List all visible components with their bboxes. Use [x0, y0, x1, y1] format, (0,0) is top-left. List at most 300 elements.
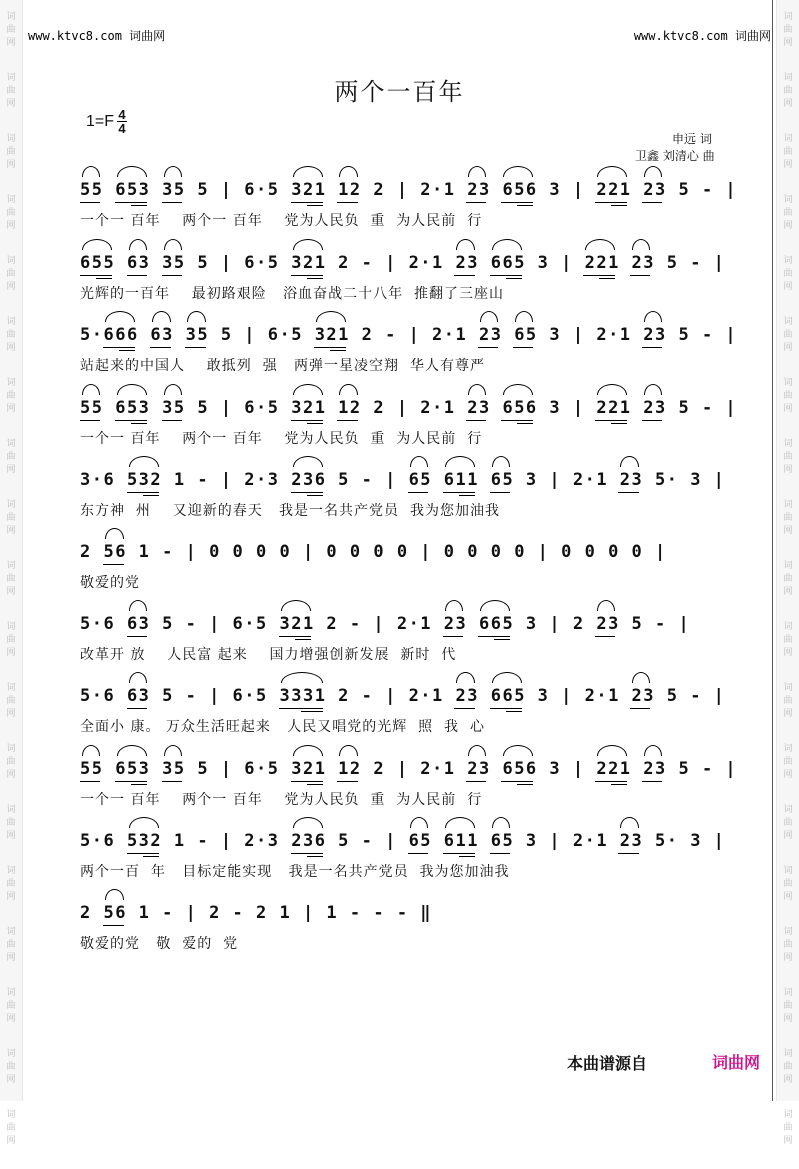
slur-arc	[644, 166, 662, 177]
watermark-group	[783, 742, 792, 781]
watermark-char: 词	[6, 682, 16, 692]
watermark-group	[783, 620, 792, 659]
slur-arc	[480, 600, 510, 611]
watermark-char: 曲	[6, 451, 16, 461]
slur-arc	[129, 600, 147, 611]
beam-underline	[80, 275, 112, 276]
slur-arc	[644, 311, 662, 322]
beam-underline-double	[611, 784, 627, 785]
watermark-char: 网	[783, 1013, 793, 1023]
lyrics-line: 东方神 州 又迎新的春天 我是一名共产党员 我为您加油我	[80, 503, 500, 519]
watermark-char: 词	[6, 194, 16, 204]
watermark-char: 词	[783, 987, 793, 997]
watermark-char: 词	[783, 926, 793, 936]
beam-underline	[408, 853, 428, 854]
watermark-group	[783, 803, 792, 842]
slur-arc	[456, 239, 474, 250]
beam-underline	[513, 347, 533, 348]
slur-arc	[82, 745, 100, 756]
slur-arc	[445, 817, 475, 828]
slur-arc	[293, 745, 323, 756]
beam-underline	[466, 781, 486, 782]
slur-arc	[164, 384, 182, 395]
watermark-group	[783, 193, 792, 232]
watermark-char: 网	[6, 159, 16, 169]
watermark-char: 词	[783, 682, 793, 692]
notation-text: 5·666 63 35 5 | 6·5 321 2 - | 2·1 23 65 3 | 2·1 23 5 - |	[80, 325, 738, 345]
slur-arc	[105, 528, 123, 539]
watermark-group	[783, 498, 792, 537]
beam-underline	[466, 202, 486, 203]
slur-arc	[644, 384, 662, 395]
notation-text: 5·6 532 1 - | 2·3 236 5 - | 65 611 65 3 | 2·1 23 5· 3 |	[80, 831, 726, 851]
watermark-group	[783, 925, 792, 964]
beam-underline-double	[307, 856, 323, 857]
watermark-char: 曲	[783, 451, 793, 461]
beam-underline	[337, 781, 357, 782]
watermark-group	[6, 132, 15, 171]
watermark-char: 词	[783, 377, 793, 387]
left-watermark-column	[0, 10, 22, 1169]
beam-underline	[454, 275, 474, 276]
watermark-char: 词	[783, 804, 793, 814]
watermark-char: 曲	[783, 268, 793, 278]
beam-underline	[478, 347, 498, 348]
watermark-group	[783, 376, 792, 415]
watermark-group	[783, 1108, 792, 1147]
watermark-char: 网	[783, 98, 793, 108]
watermark-char: 曲	[783, 24, 793, 34]
beam-underline	[490, 492, 510, 493]
watermark-char: 词	[6, 438, 16, 448]
slur-arc	[105, 889, 123, 900]
watermark-char: 词	[6, 255, 16, 265]
beam-underline	[291, 492, 323, 493]
slur-arc	[129, 239, 147, 250]
beam-underline-double	[611, 205, 627, 206]
slur-arc	[468, 166, 486, 177]
key-signature	[86, 108, 127, 135]
watermark-char: 曲	[783, 512, 793, 522]
beam-underline	[127, 708, 147, 709]
watermark-char: 词	[783, 11, 793, 21]
beam-underline	[337, 420, 357, 421]
notation-line	[80, 251, 726, 277]
watermark-char: 词	[6, 743, 16, 753]
notation-text: 55 653 35 5 | 6·5 321 12 2 | 2·1 23 656 3 | 221 23 5 - |	[80, 180, 738, 200]
beam-underline	[595, 420, 627, 421]
watermark-char: 网	[6, 891, 16, 901]
source-label: 本曲谱源自	[567, 1054, 648, 1073]
watermark-char: 网	[6, 647, 16, 657]
watermark-char: 词	[783, 1109, 793, 1119]
beam-underline	[291, 202, 323, 203]
slur-arc	[129, 456, 159, 467]
time-signature-bottom: 4	[118, 121, 126, 136]
watermark-group	[783, 437, 792, 476]
site-name-right: 词曲网	[734, 29, 771, 43]
beam-underline	[454, 708, 474, 709]
watermark-group	[6, 498, 15, 537]
slur-arc	[468, 745, 486, 756]
slur-arc	[620, 817, 638, 828]
slur-arc	[82, 239, 112, 250]
slur-arc	[492, 239, 522, 250]
beam-underline-double	[506, 278, 522, 279]
watermark-char: 曲	[6, 1000, 16, 1010]
beam-underline-double	[459, 856, 475, 857]
beam-underline	[630, 708, 650, 709]
watermark-group	[6, 681, 15, 720]
watermark-char: 曲	[783, 85, 793, 95]
slur-arc	[503, 384, 533, 395]
watermark-char: 曲	[783, 756, 793, 766]
beam-underline-double	[96, 278, 112, 279]
beam-underline	[80, 202, 100, 203]
watermark-char: 网	[783, 952, 793, 962]
beam-underline-double	[517, 205, 533, 206]
beam-underline	[618, 853, 638, 854]
watermark-char: 曲	[783, 817, 793, 827]
notation-text: 2 56 1 - | 0 0 0 0 | 0 0 0 0 | 0 0 0 0 | 0 0 0 0 |	[80, 542, 667, 562]
watermark-group	[783, 864, 792, 903]
watermark-group	[6, 1047, 15, 1086]
watermark-char: 网	[6, 220, 16, 230]
beam-underline-double	[494, 639, 510, 640]
time-signature-top: 4	[118, 107, 126, 122]
slur-arc	[620, 456, 638, 467]
notation-line	[80, 901, 720, 927]
watermark-char: 网	[783, 220, 793, 230]
beam-underline	[185, 347, 205, 348]
site-url-left-text: www.ktvc8.com	[28, 29, 122, 43]
beam-underline	[162, 420, 182, 421]
beam-underline	[314, 347, 346, 348]
watermark-char: 词	[6, 377, 16, 387]
slur-arc	[632, 239, 650, 250]
notation-line	[80, 829, 726, 855]
slur-arc	[293, 239, 323, 250]
beam-underline	[490, 853, 510, 854]
slur-arc	[515, 311, 533, 322]
slur-arc	[152, 311, 170, 322]
slur-arc	[410, 817, 428, 828]
slur-arc	[339, 166, 357, 177]
watermark-char: 网	[783, 159, 793, 169]
slur-arc	[316, 311, 346, 322]
watermark-char: 网	[783, 403, 793, 413]
watermark-char: 网	[783, 464, 793, 474]
beam-underline	[150, 347, 170, 348]
beam-underline	[490, 708, 522, 709]
beam-underline	[618, 492, 638, 493]
watermark-group	[783, 1047, 792, 1086]
slur-arc	[503, 745, 533, 756]
beam-underline-double	[307, 205, 323, 206]
lyrics-line: 全面小 康。 万众生活旺起来 人民又唱党的光辉 照 我 心	[80, 719, 485, 735]
notation-line	[80, 396, 738, 422]
watermark-group	[6, 315, 15, 354]
key-label: 1=F	[86, 112, 115, 130]
beam-underline-double	[307, 278, 323, 279]
slur-arc	[82, 166, 100, 177]
watermark-char: 网	[783, 647, 793, 657]
lyrics-line: 一个一 百年 两个一 百年 党为人民负 重 为人民前 行	[80, 792, 483, 808]
slur-arc	[597, 745, 627, 756]
watermark-char: 网	[783, 342, 793, 352]
beam-underline	[103, 925, 123, 926]
slur-arc	[410, 456, 428, 467]
watermark-char: 网	[783, 525, 793, 535]
page-border-line	[772, 0, 773, 1101]
slur-arc	[445, 600, 463, 611]
watermark-char: 词	[783, 316, 793, 326]
watermark-group	[6, 620, 15, 659]
beam-underline-double	[517, 784, 533, 785]
slur-arc	[597, 384, 627, 395]
beam-underline	[103, 564, 123, 565]
site-url-right[interactable]	[634, 27, 771, 44]
beam-underline	[630, 275, 650, 276]
watermark-char: 网	[6, 464, 16, 474]
slur-arc	[492, 817, 510, 828]
slur-arc	[492, 672, 522, 683]
watermark-char: 词	[783, 133, 793, 143]
watermark-char: 曲	[6, 512, 16, 522]
watermark-char: 网	[6, 708, 16, 718]
beam-underline-double	[131, 784, 147, 785]
slur-arc	[117, 384, 147, 395]
beam-underline-double	[295, 639, 311, 640]
watermark-group	[6, 986, 15, 1025]
lyrics-line: 一个一 百年 两个一 百年 党为人民负 重 为人民前 行	[80, 431, 483, 447]
watermark-group	[6, 864, 15, 903]
slur-arc	[585, 239, 615, 250]
watermark-char: 曲	[6, 1122, 16, 1132]
beam-underline	[478, 636, 510, 637]
notation-line	[80, 468, 726, 494]
watermark-char: 网	[783, 281, 793, 291]
slur-arc	[129, 672, 147, 683]
beam-underline	[291, 781, 323, 782]
beam-underline-double	[143, 856, 159, 857]
watermark-char: 网	[783, 769, 793, 779]
watermark-char: 词	[783, 560, 793, 570]
watermark-char: 曲	[6, 146, 16, 156]
watermark-char: 曲	[783, 695, 793, 705]
lyrics-line: 一个一 百年 两个一 百年 党为人民负 重 为人民前 行	[80, 213, 483, 229]
watermark-group	[783, 254, 792, 293]
beam-underline	[443, 636, 463, 637]
watermark-char: 网	[783, 708, 793, 718]
beam-underline	[642, 781, 662, 782]
watermark-char: 曲	[6, 634, 16, 644]
watermark-char: 词	[6, 987, 16, 997]
watermark-char: 曲	[6, 817, 16, 827]
beam-underline	[466, 420, 486, 421]
watermark-char: 网	[6, 586, 16, 596]
beam-underline	[115, 781, 147, 782]
slur-arc	[187, 311, 205, 322]
lyrics-line: 站起来的中国人 敢抵列 强 两弹一星凌空翔 华人有尊严	[80, 358, 485, 374]
watermark-char: 曲	[783, 634, 793, 644]
watermark-char: 词	[6, 926, 16, 936]
beam-underline	[279, 636, 311, 637]
notation-text: 655 63 35 5 | 6·5 321 2 - | 2·1 23 665 3 | 221 23 5 - |	[80, 253, 726, 273]
watermark-char: 网	[6, 403, 16, 413]
notation-text: 2 56 1 - | 2 - 2 1 | 1 - - - ‖	[80, 903, 433, 923]
slur-arc	[456, 672, 474, 683]
beam-underline-double	[131, 423, 147, 424]
watermark-group	[6, 437, 15, 476]
watermark-group	[783, 986, 792, 1025]
watermark-char: 曲	[6, 695, 16, 705]
lyrics-line: 敬爱的党	[80, 575, 140, 591]
watermark-char: 词	[783, 743, 793, 753]
slur-arc	[632, 672, 650, 683]
beam-underline	[162, 202, 182, 203]
beam-underline	[443, 853, 475, 854]
slur-arc	[164, 239, 182, 250]
watermark-char: 曲	[6, 939, 16, 949]
slur-arc	[164, 166, 182, 177]
notation-line	[80, 178, 738, 204]
watermark-group	[6, 193, 15, 232]
slur-arc	[117, 745, 147, 756]
beam-underline-double	[131, 205, 147, 206]
watermark-char: 曲	[6, 1061, 16, 1071]
watermark-group	[6, 10, 15, 49]
lyrics-line: 改革开 放 人民富 起来 国力增强创新发展 新时 代	[80, 647, 457, 663]
watermark-char: 曲	[783, 939, 793, 949]
slur-arc	[281, 600, 311, 611]
watermark-char: 词	[6, 133, 16, 143]
beam-underline	[642, 202, 662, 203]
beam-underline	[291, 420, 323, 421]
lyrics-line: 两个一百 年 目标定能实现 我是一名共产党员 我为您加油我	[80, 864, 510, 880]
beam-underline-double	[143, 495, 159, 496]
song-title: 两个一百年	[334, 78, 465, 106]
watermark-char: 网	[6, 525, 16, 535]
beam-underline-double	[301, 711, 323, 712]
watermark-char: 网	[6, 98, 16, 108]
watermark-char: 词	[6, 560, 16, 570]
slur-arc	[164, 745, 182, 756]
site-name-left: 词曲网	[129, 29, 166, 43]
site-url-right-text: www.ktvc8.com	[633, 29, 728, 43]
watermark-group	[6, 559, 15, 598]
slur-arc	[597, 600, 615, 611]
slur-arc	[445, 456, 475, 467]
watermark-char: 词	[783, 255, 793, 265]
beam-underline-double	[119, 350, 135, 351]
watermark-group	[6, 254, 15, 293]
right-watermark-strip	[776, 0, 799, 1145]
beam-underline	[642, 420, 662, 421]
watermark-char: 词	[783, 438, 793, 448]
site-url-left[interactable]	[28, 27, 165, 44]
watermark-char: 曲	[783, 1000, 793, 1010]
notation-line	[80, 540, 720, 566]
slur-arc	[293, 384, 323, 395]
notation-line	[80, 323, 738, 349]
watermark-char: 词	[783, 865, 793, 875]
notation-line	[80, 612, 720, 638]
beam-underline-double	[307, 423, 323, 424]
site-logo[interactable]: 词曲网	[712, 1053, 761, 1072]
beam-underline	[115, 202, 147, 203]
slur-arc	[339, 745, 357, 756]
watermark-char: 网	[783, 830, 793, 840]
watermark-char: 词	[6, 1109, 16, 1119]
beam-underline	[291, 275, 323, 276]
watermark-char: 网	[783, 891, 793, 901]
watermark-char: 曲	[783, 207, 793, 217]
beam-underline-double	[307, 784, 323, 785]
beam-underline	[127, 636, 147, 637]
slur-arc	[82, 384, 100, 395]
watermark-char: 词	[6, 621, 16, 631]
slur-arc	[117, 166, 147, 177]
watermark-char: 词	[783, 621, 793, 631]
beam-underline	[337, 202, 357, 203]
watermark-group	[6, 925, 15, 964]
watermark-char: 词	[783, 1048, 793, 1058]
beam-underline	[443, 492, 475, 493]
watermark-group	[6, 376, 15, 415]
beam-underline	[501, 202, 533, 203]
slur-arc	[597, 166, 627, 177]
notation-line	[80, 684, 726, 710]
watermark-char: 网	[6, 1074, 16, 1084]
watermark-group	[6, 742, 15, 781]
beam-underline	[162, 781, 182, 782]
watermark-char: 网	[783, 1135, 793, 1145]
watermark-char: 网	[6, 769, 16, 779]
slur-arc	[468, 384, 486, 395]
slur-arc	[480, 311, 498, 322]
beam-underline	[291, 853, 323, 854]
slur-arc	[129, 817, 159, 828]
watermark-char: 网	[783, 586, 793, 596]
watermark-group	[783, 559, 792, 598]
beam-underline-double	[459, 495, 475, 496]
watermark-group	[6, 803, 15, 842]
beam-underline	[127, 275, 147, 276]
watermark-char: 词	[6, 11, 16, 21]
watermark-char: 曲	[6, 573, 16, 583]
watermark-char: 词	[6, 1048, 16, 1058]
beam-underline	[583, 275, 615, 276]
watermark-group	[783, 10, 792, 49]
slur-arc	[644, 745, 662, 756]
beam-underline-double	[611, 423, 627, 424]
beam-underline	[595, 636, 615, 637]
beam-underline	[103, 347, 135, 348]
beam-underline	[490, 275, 522, 276]
slur-arc	[339, 384, 357, 395]
beam-underline	[408, 492, 428, 493]
beam-underline	[642, 347, 662, 348]
watermark-char: 词	[6, 72, 16, 82]
right-watermark-column	[777, 10, 799, 1169]
beam-underline	[501, 420, 533, 421]
left-watermark-strip	[0, 0, 23, 1145]
slur-arc	[492, 456, 510, 467]
beam-underline-double	[307, 495, 323, 496]
slur-arc	[293, 166, 323, 177]
watermark-char: 曲	[6, 85, 16, 95]
